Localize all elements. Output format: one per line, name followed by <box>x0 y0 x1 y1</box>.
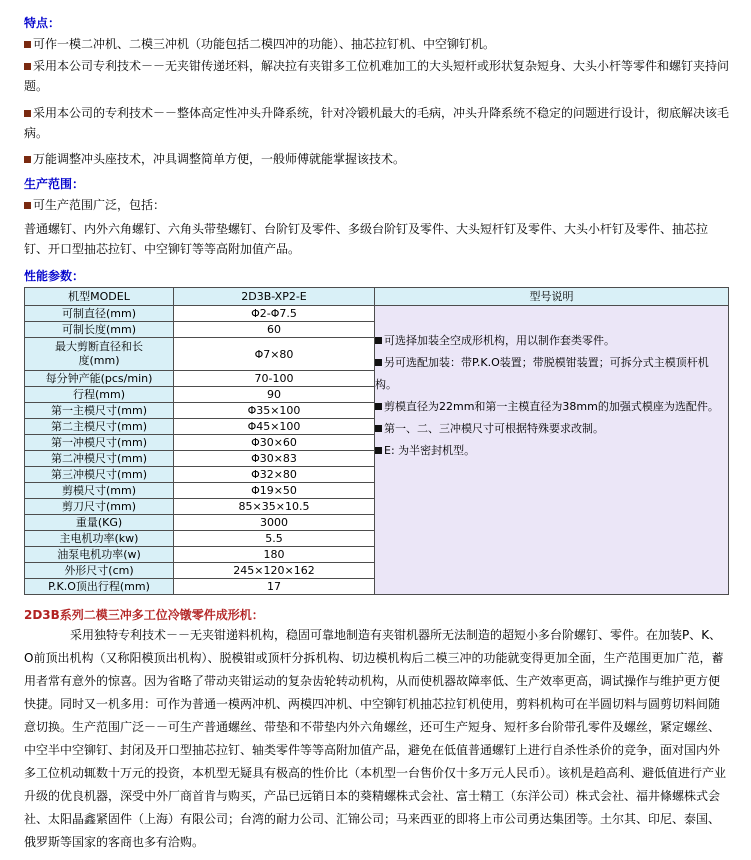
spec-value: 5.5 <box>174 531 375 547</box>
note-text: 可选择加装全空成形机构，用以制作套类零件。 <box>384 334 615 347</box>
spec-row <box>25 306 729 322</box>
spec-label: 第二冲模尺寸(mm) <box>25 451 174 467</box>
series-heading: 2D3B系列二模三冲多工位冷镦零件成形机： <box>24 608 264 622</box>
bullet-square-icon <box>24 202 31 209</box>
spec-value: 70-100 <box>174 371 375 387</box>
spec-label: 可制长度(mm) <box>25 322 174 338</box>
bullet-square-icon <box>24 156 31 163</box>
note-item <box>375 330 728 352</box>
col-model-header: 机型MODEL <box>25 288 174 306</box>
spec-value: Φ19×50 <box>174 483 375 499</box>
bullet-square-icon <box>375 337 382 344</box>
spec-value: Φ2-Φ7.5 <box>174 306 375 322</box>
spec-value: Φ7×80 <box>174 338 375 371</box>
feature-text: 万能调整冲头座技术，冲具调整简单方便，一般师傅就能掌握该技术。 <box>33 152 406 166</box>
spec-value: Φ45×100 <box>174 419 375 435</box>
spec-value: Φ35×100 <box>174 403 375 419</box>
bullet-square-icon <box>375 447 382 454</box>
note-item <box>375 352 728 396</box>
spec-label: 行程(mm) <box>25 387 174 403</box>
note-item <box>375 440 728 462</box>
note-item <box>375 396 728 418</box>
spec-value: Φ32×80 <box>174 467 375 483</box>
spec-label: 剪刀尺寸(mm) <box>25 499 174 515</box>
spec-label: 可制直径(mm) <box>25 306 174 322</box>
scope-heading: 生产范围： <box>24 177 85 191</box>
spec-table <box>24 287 729 595</box>
spec-value: 245×120×162 <box>174 563 375 579</box>
col-value-header: 2D3B-XP2-E <box>174 288 375 306</box>
spec-label: 第一主模尺寸(mm) <box>25 403 174 419</box>
feature-item <box>24 34 729 54</box>
spec-value: Φ30×83 <box>174 451 375 467</box>
features-heading: 特点： <box>24 16 61 30</box>
bullet-square-icon <box>24 41 31 48</box>
spec-value: 85×35×10.5 <box>174 499 375 515</box>
feature-item <box>24 103 729 143</box>
spec-value: 90 <box>174 387 375 403</box>
col-note-header: 型号说明 <box>375 288 729 306</box>
spec-label: 最大剪断直径和长度(mm) <box>25 338 174 371</box>
spec-label: 重量(KG) <box>25 515 174 531</box>
feature-item <box>24 56 729 96</box>
note-text: E: 为半密封机型。 <box>384 444 476 457</box>
spec-label: 第一冲模尺寸(mm) <box>25 435 174 451</box>
note-text: 剪模直径为22mm和第一主模直径为38mm的加强式模座为选配件。 <box>384 400 719 413</box>
bullet-square-icon <box>24 63 31 70</box>
scope-intro <box>24 195 729 215</box>
bullet-square-icon <box>24 110 31 117</box>
spec-label: 外形尺寸(cm) <box>25 563 174 579</box>
model-notes <box>375 306 729 595</box>
spec-value: 3000 <box>174 515 375 531</box>
params-heading: 性能参数： <box>24 269 85 283</box>
spec-value: Φ30×60 <box>174 435 375 451</box>
spec-label: 油泵电机功率(w) <box>25 547 174 563</box>
spec-value: 17 <box>174 579 375 595</box>
spec-label: 第二主模尺寸(mm) <box>25 419 174 435</box>
spec-header-row <box>25 288 729 306</box>
spec-value: 60 <box>174 322 375 338</box>
feature-text: 采用本公司专利技术－－无夹钳传递坯料，解决拉有夹钳多工位机难加工的大头短杆或形状复杂短身、大头小杆等零件和螺钉夹持问题。 <box>24 59 730 93</box>
spec-label: 第三冲模尺寸(mm) <box>25 467 174 483</box>
note-item <box>375 418 728 440</box>
scope-text: 普通螺钉、内外六角螺钉、六角头带垫螺钉、台阶钉及零件、多级台阶钉及零件、大头短杆钉及零件、大头小杆钉及零件、抽芯拉钉、开口型抽芯拉钉、中空铆钉等等高附加值产品。 <box>24 222 709 256</box>
series-description: 采用独特专利技术－－无夹钳递料机构，稳固可靠地制造有夹钳机器所无法制造的超短小多台阶螺钉、零件。在加装P、K、O前顶出机构（又称阳模顶出机构）、脱模钳或顶杆分拆机构、切边模机构后二模三冲的功能就变得更加全面，生产范围更加广范，蓄用者常有意外的惊喜。因为省略了带动夹钳运动的复杂齿轮转动机构，从而使机器故障率低、生产效率更高，调试操作与维护更方便快捷。同时又一机多用：可作为普通一模两冲机、两模四冲机、中空铆钉机抽芯拉钉机使用，剪料机构可在半圆切料与圆剪切料间随意切换。生产范围广泛－－可生产普通螺丝、带垫和不带垫内外六角螺丝，还可生产短身、短杆多台阶带孔零件及螺丝，紧定螺丝、中空半中空铆钉、封闭及开口型抽芯拉钉、轴类零件等等高附加值产品，避免在低值普通螺钉上进行自杀性杀价的竞争，面对国内外多工位机动辄数十万元的投资，本机型无疑具有极高的性价比（本机型一台售价仅十多万元人民币）。该机是趋高利、避低值进行产业升级的优良机器，深受中外厂商首肯与购买，产品已远销日本的葵精螺株式会社、富士精工（东洋公司）株式会社、福井條螺株式会社、太阳晶鑫紧固件（上海）有限公司；台湾的耐力公司、汇锦公司；马来西亚的即将上市公司勇达集团等。土尔其、印尼、泰国、俄罗斯等国家的客商也多有洽购。 <box>24 628 727 849</box>
bullet-square-icon <box>375 403 382 410</box>
spec-label: 剪模尺寸(mm) <box>25 483 174 499</box>
spec-label: 主电机功率(kw) <box>25 531 174 547</box>
bullet-square-icon <box>375 359 382 366</box>
spec-value: 180 <box>174 547 375 563</box>
note-text: 第一、二、三冲模尺寸可根据特殊要求改制。 <box>384 422 604 435</box>
spec-label: P.K.O顶出行程(mm) <box>25 579 174 595</box>
feature-text: 采用本公司的专利技术－－整体高定性冲头升降系统，针对冷锻机最大的毛病，冲头升降系统不稳定的问题进行设计，彻底解决该毛病。 <box>24 106 730 140</box>
feature-text: 可作一模二冲机、二模三冲机（功能包括二模四冲的功能）、抽芯拉钉机、中空铆钉机。 <box>33 37 496 51</box>
feature-item <box>24 149 729 169</box>
spec-label: 每分钟产能(pcs/min) <box>25 371 174 387</box>
note-text: 另可选配加装：带P.K.O装置；带脱模钳装置；可拆分式主模顶杆机构。 <box>375 356 709 391</box>
scope-intro-text: 可生产范围广泛，包括： <box>33 198 166 212</box>
bullet-square-icon <box>375 425 382 432</box>
